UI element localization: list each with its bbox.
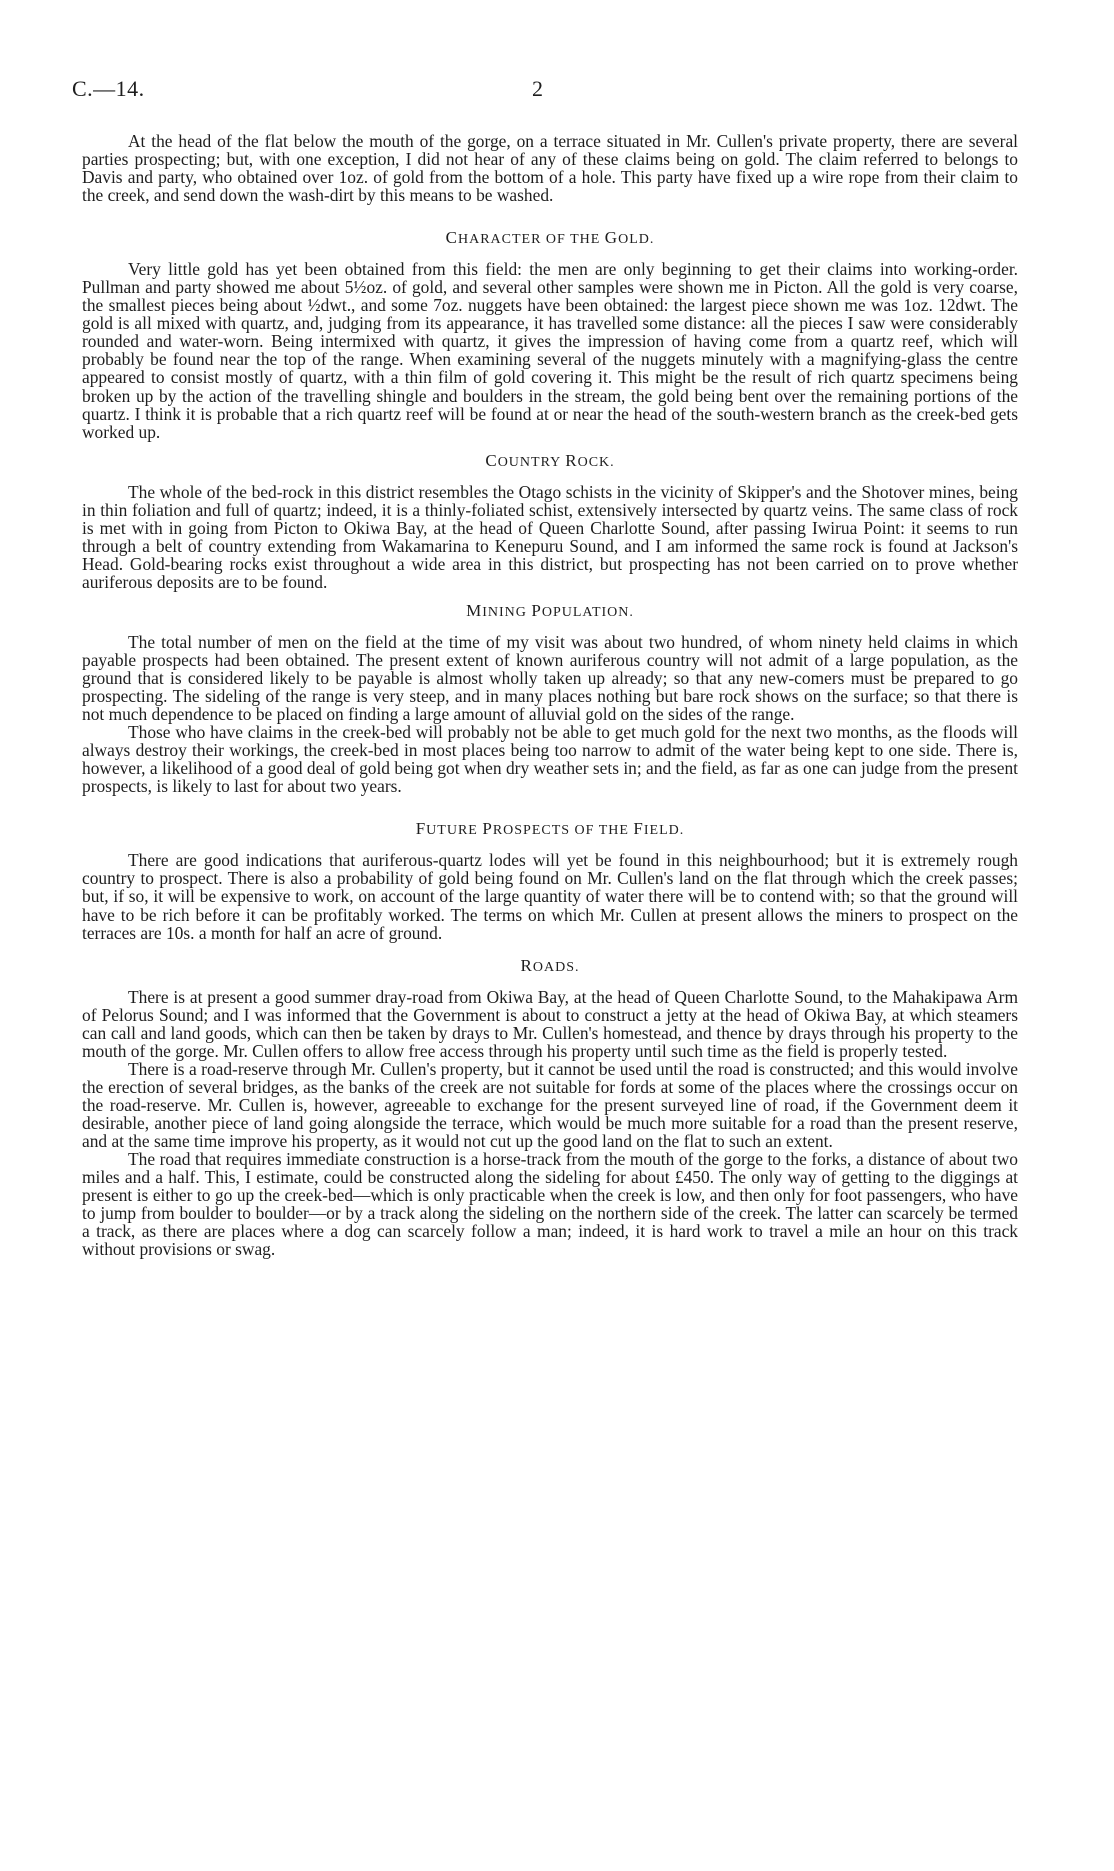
heading-character-of-the-gold: CHARACTER OF THE GOLD. bbox=[445, 228, 655, 248]
heading-future-prospects: FUTURE PROSPECTS OF THE FIELD. bbox=[415, 819, 685, 839]
paragraph-future-prospects: There are good indications that auriferous-quartz lodes will yet be found in this neighbourhood; but it is extremely rough country to prospect. There is also a probability of gold being found on Mr. Cullen's land on the flat through which the creek passes; but, if so, it will be expensive to work, on account of the large quantity of water there will be to contend with; so that the ground will have to be rich before it can be profitably worked. The terms on which Mr. Cullen at present allows the miners to prospect on the terraces are 10s. a month for half an acre of ground. bbox=[82, 850, 1018, 943]
heading-country-rock: COUNTRY ROCK. bbox=[485, 450, 615, 470]
section-gap bbox=[82, 942, 1018, 956]
paragraph-roads-3: The road that requires immediate construction is a horse-track from the mouth of the gorge to the forks, a distance of about two miles and a half. This, I estimate, could be constructed along the sideling for about £450. The only way of getting to the diggings at present is either to go up the creek-bed—which is only practicable when the creek is low, and then only for foot passengers, who have to jump from boulder to boulder—or by a track along the sideling on the northern side of the creek. The latter can scarcely be termed a track, as there are places where a dog can scarcely follow a man; indeed, it is hard work to travel a mile an hour on this track without provisions or swag. bbox=[82, 1149, 1018, 1260]
section-gap bbox=[82, 795, 1018, 819]
heading-roads: ROADS. bbox=[520, 955, 580, 975]
paragraph-character-of-gold: Very little gold has yet been obtained from this field: the men are only beginning to get their claims into working-order. Pullman and party showed me about 5½oz. of gold, and several other samples were shown me in Picton. All the gold is very coarse, the smallest pieces being about ½dwt., and some 7oz. nuggets have been obtained: the largest piece shown me was 1oz. 12dwt. The gold is all mixed with quartz, and, judging from its appearance, it has travelled some distance: all the pieces I saw were considerably rounded and water-worn. Being intermixed with quartz, it gives the impression of having come from a quartz reef, which will probably be found near the top of the range. When examining several of the nuggets minutely with a magnifying-glass the centre appeared to consist mostly of quartz, with a thin film of gold covering it. This might be the result of rich quartz specimens being broken up by the action of the travelling shingle and boulders in the stream, the gold being bent over the remaining portions of the quartz. I think it is probable that a rich quartz reef will be found at or near the head of the south-western branch as the creek-bed gets worked up. bbox=[82, 259, 1018, 442]
running-header bbox=[72, 76, 1032, 106]
paragraph-roads-2: There is a road-reserve through Mr. Cullen's property, but it cannot be used until the road is constructed; and this would involve the erection of several bridges, as the banks of the creek are not suitable for fords at some of the places where the crossings occur on the road-reserve. Mr. Cullen is, however, agreeable to exchange for the present surveyed line of road, if the Government deem it desirable, another piece of land going alongside the terrace, which would be much more suitable for a road than the present reserve, and at the same time improve his property, as it would not cut up the good land on the flat to such an extent. bbox=[82, 1058, 1018, 1151]
report-body bbox=[82, 132, 1018, 1258]
series-number: C.—14. bbox=[72, 76, 145, 101]
paragraph-prospecting: At the head of the flat below the mouth of the gorge, on a terrace situated in Mr. Cullen's private property, there are several parties prospecting; but, with one exception, I did not hear of any of these claims being on gold. The claim referred to belongs to Davis and party, who obtained over 1oz. of gold from the bottom of a hole. This party have fixed up a wire rope from their claim to the creek, and send down the wash-dirt by this means to be washed. bbox=[82, 131, 1018, 206]
page-number: 2 bbox=[532, 76, 543, 101]
section-gap bbox=[82, 204, 1018, 228]
section-gap bbox=[82, 441, 1018, 451]
heading-mining-population: MINING POPULATION. bbox=[466, 600, 634, 620]
paragraph-roads-1: There is at present a good summer dray-road from Okiwa Bay, at the head of Queen Charlotte Sound, to the Mahakipawa Arm of Pelorus Sound; and I was informed that the Government is about to construct a jetty at the head of Okiwa Bay, at which steamers can call and land goods, which can then be taken by drays to Mr. Cullen's homestead, and thence by drays through his property to the mouth of the gorge. Mr. Cullen offers to allow free access through his property until such time as the field is properly tested. bbox=[82, 986, 1018, 1061]
section-gap bbox=[82, 591, 1018, 601]
paragraph-mining-population-2: Those who have claims in the creek-bed will probably not be able to get much gold for the next two months, as the floods will always destroy their workings, the creek-bed in most places being too narrow to admit of the water being kept to one side. There is, however, a likelihood of a good deal of gold being got when dry weather sets in; and the field, as far as one can judge from the present prospects, is likely to last for about two years. bbox=[82, 722, 1018, 797]
paragraph-mining-population-1: The total number of men on the field at the time of my visit was about two hundred, of whom ninety held claims in which payable prospects had been obtained. The present extent of known auriferous country will not admit of a large population, as the ground that is considered likely to be payable is almost wholly taken up already; so that any new-comers must be prepared to go prospecting. The sideling of the range is very steep, and in many places nothing but bare rock shows on the surface; so that there is not much dependence to be placed on finding a large amount of alluvial gold on the sides of the range. bbox=[82, 631, 1018, 725]
paragraph-country-rock: The whole of the bed-rock in this district resembles the Otago schists in the vicinity of Skipper's and the Shotover mines, being in thin foliation and full of quartz; indeed, it is a thinly-foliated schist, extensively intersected by quartz veins. The same class of rock is met with in going from Picton to Okiwa Bay, at the head of Queen Charlotte Sound, after passing Iwirua Point: it seems to run through a belt of country extending from Wakamarina to Kenepuru Sound, and I am informed the same rock is found at Jackson's Head. Gold-bearing rocks exist throughout a wide area in this district, but prospecting has not been carried on to prove whether auriferous deposits are to be found. bbox=[82, 481, 1018, 592]
